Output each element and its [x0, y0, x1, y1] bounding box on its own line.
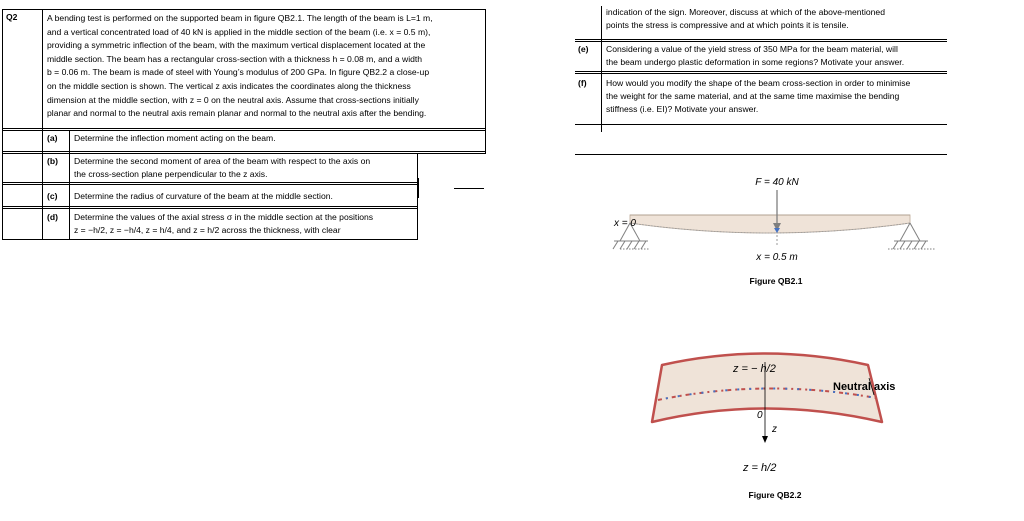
intro-line: providing a symmetric inflection of the beam, with the maximum vertical displacement located at the [47, 40, 426, 51]
part-label-a: (a) [47, 133, 58, 143]
intro-line: middle section. The beam has a rectangular cross-section with a thickness h = 0.08 m, and a width [47, 53, 423, 64]
question-intro [47, 12, 481, 121]
right-pin-support [888, 223, 935, 249]
question-number: Q2 [6, 12, 18, 22]
intro-line: b = 0.06 m. The beam is made of steel with Young’s modulus of 200 GPa. In figure QB2.2 a close-up [47, 67, 430, 78]
x0-label: x = 0 [614, 218, 636, 229]
figure-qb2-1-caption: Figure QB2.1 [749, 276, 803, 286]
part-a-text: Determine the inflection moment acting on the beam. [74, 133, 276, 143]
beam-body [630, 215, 910, 233]
neutral-axis-label: Neutral axis [833, 381, 896, 393]
part-f-text-1: How would you modify the shape of the beam cross-section in order to minimise [606, 78, 911, 88]
figure-qb2-2-caption: Figure QB2.2 [748, 490, 802, 500]
z-top-label: z = − h/2 [733, 363, 776, 375]
z-axis-arrowhead [762, 436, 768, 443]
xmid-label: x = 0.5 m [756, 252, 798, 263]
z-bottom-label: z = h/2 [743, 462, 777, 474]
part-c-text: Determine the radius of curvature of the beam at the middle section. [74, 191, 333, 201]
part-label-f: (f) [578, 78, 587, 88]
part-label-b: (b) [47, 156, 58, 166]
intro-line: A bending test is performed on the supported beam in figure QB2.1. The length of the beam is L=1 m, [47, 13, 433, 23]
part-e-text-1: Considering a value of the yield stress of 350 MPa for the beam material, will [606, 44, 898, 54]
intro-line: on the middle section is shown. The vertical z axis indicates the coordinates along the thickness [47, 80, 411, 91]
z-axis-label: z [772, 424, 777, 435]
figure-qb2-2 [640, 350, 910, 510]
force-label: F = 40 kN [755, 177, 799, 188]
intro-line: planar and normal to the neutral axis remain planar and normal to the neutral axis after the bending. [47, 108, 427, 119]
part-f-text-3: stiffness (i.e. EI)? Motivate your answer. [606, 104, 759, 114]
intro-line: and a vertical concentrated load of 40 kN is applied in the middle section of the beam (i.e. x = 0.5 m), [47, 26, 431, 37]
origin-label: 0 [757, 410, 763, 421]
part-d-text-1: Determine the values of the axial stress σ in the middle section at the positions [74, 212, 374, 222]
part-e-text-2: the beam undergo plastic deformation in some regions? Motivate your answer. [606, 57, 905, 67]
part-label-c: (c) [47, 191, 58, 201]
part-label-e: (e) [578, 44, 589, 54]
part-d-continued-2: points the stress is compressive and at which points it is tensile. [606, 20, 849, 30]
part-d-text-2: z = −h/2, z = −h/4, z = h/4, and z = h/2 across the thickness, with clear [74, 225, 341, 235]
intro-line: dimension at the middle section, with z = 0 on the neutral axis. Assume that cross-sections initially [47, 94, 419, 105]
part-label-d: (d) [47, 212, 58, 222]
part-b-text-1: Determine the second moment of area of the beam with respect to the axis on [74, 156, 371, 166]
part-f-text-2: the weight for the same material, and at the same time maximise the bending [606, 91, 900, 101]
part-d-continued-1: indication of the sign. Moreover, discuss at which of the above-mentioned [606, 7, 885, 17]
figure-qb2-1 [590, 165, 950, 290]
part-b-text-2: the cross-section plane perpendicular to the z axis. [74, 169, 268, 179]
